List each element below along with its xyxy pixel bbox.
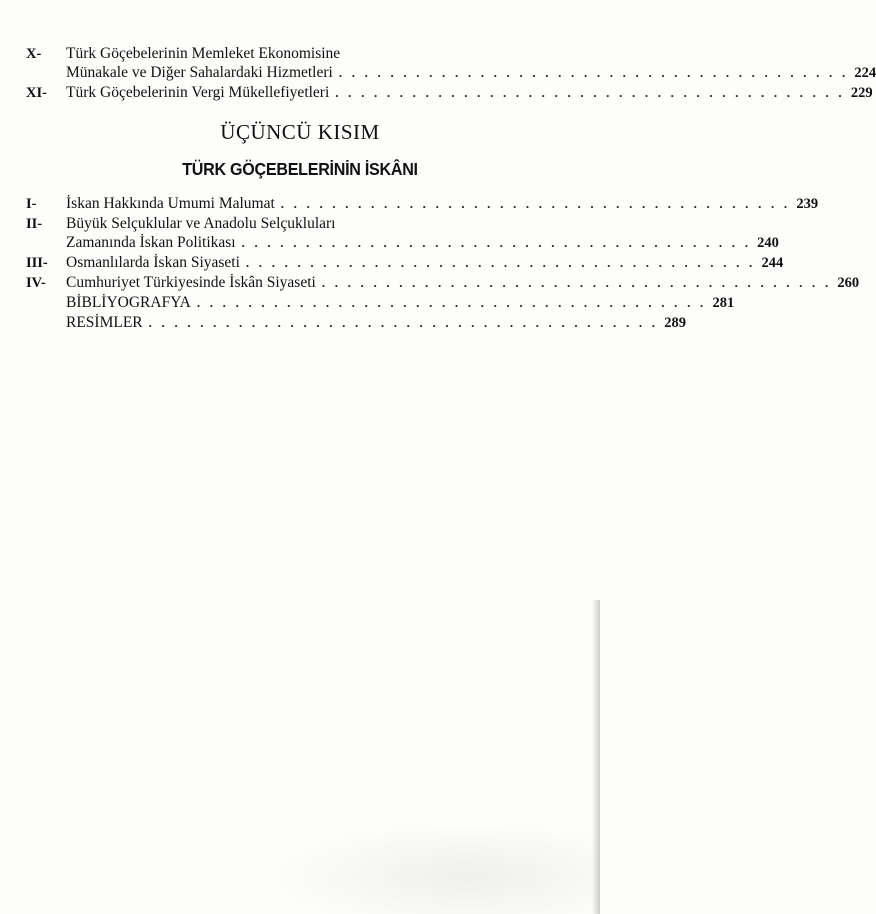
toc-entry-title (66, 273, 860, 293)
toc-entry (26, 253, 784, 273)
toc-entry-page: 224 (854, 65, 876, 81)
toc-entry-page: 240 (757, 235, 779, 251)
dot-leader: . . . . . . . . . . . . . . . . . . . . . . . . . . . . . . . . . . . . . . . . (241, 235, 752, 250)
toc-entry-title (66, 293, 735, 313)
toc-entry-line (66, 293, 735, 313)
toc-entry-line (66, 233, 779, 253)
toc-entry-text: BİBLİYOGRAFYA (66, 294, 191, 311)
toc-entry (26, 273, 860, 293)
toc-entry-text: Türk Göçebelerinin Vergi Mükellefiyetleri (66, 84, 330, 101)
toc-entry-page: 289 (664, 315, 686, 331)
toc-entry-number: XI- (26, 85, 47, 101)
toc-entry (26, 293, 735, 313)
part-title: TÜRK GÖÇEBELERİNİN İSKÂNI (182, 159, 418, 179)
toc-entry-text: Osmanlılarda İskan Siyaseti (66, 254, 240, 271)
toc-entry-number: III- (26, 255, 48, 271)
dot-leader: . . . . . . . . . . . . . . . . . . . . . . . . . . . . . . . . . . . . . . . . (245, 255, 756, 270)
toc-entry-page: 244 (761, 255, 784, 271)
toc-entry-title (66, 313, 686, 333)
toc-entry-text: Cumhuriyet Türkiyesinde İskân Siyaseti (66, 274, 316, 291)
toc-entry-line (66, 214, 534, 233)
dot-leader: . . . . . . . . . . . . . . . . . . . . . . . . . . . . . . . . . . . . . . . . (338, 65, 849, 80)
toc-entry-line (66, 273, 860, 293)
dot-leader: . . . . . . . . . . . . . . . . . . . . . . . . . . . . . . . . . . . . . . . . (335, 85, 845, 100)
toc-entry-line (66, 83, 873, 103)
toc-entry-title (66, 253, 784, 273)
toc-entry-text: Büyük Selçuklular ve Anadolu Selçukluları (66, 215, 336, 232)
toc-list-top (26, 44, 876, 103)
dot-leader: . . . . . . . . . . . . . . . . . . . . . . . . . . . . . . . . . . . . . . . . (280, 196, 791, 211)
dot-leader: . . . . . . . . . . . . . . . . . . . . . . . . . . . . . . . . . . . . . . . . (196, 295, 707, 310)
toc-entry-line (66, 313, 686, 333)
toc-entry-text: İskan Hakkında Umumi Malumat (66, 195, 275, 212)
toc-entry-page: 260 (837, 275, 860, 291)
toc-entry-text: Zamanında İskan Politikası (66, 234, 236, 251)
toc-entry (26, 214, 779, 253)
toc-entry (26, 194, 819, 214)
toc-entry-line (66, 63, 876, 83)
toc-entry-title (66, 194, 819, 214)
toc-entry-text: RESİMLER (66, 314, 143, 331)
toc-entry-number: II- (26, 216, 43, 232)
toc-entry-number: X- (26, 46, 42, 62)
toc-entry-title (66, 214, 779, 253)
scan-artifact (270, 820, 600, 914)
dot-leader: . . . . . . . . . . . . . . . . . . . . . . . . . . . . . . . . . . . . . . . . (321, 275, 832, 290)
toc-entry (26, 83, 873, 103)
toc-entry-line (66, 253, 784, 273)
toc-list-bottom (26, 194, 860, 333)
page-edge-shadow (592, 600, 600, 914)
part-label: ÜÇÜNCÜ KISIM (220, 120, 380, 144)
toc-entry-title (66, 83, 873, 103)
toc-entry (26, 313, 686, 333)
toc-entry-line (66, 194, 819, 214)
toc-entry-title (66, 44, 876, 83)
toc-entry-number: IV- (26, 275, 46, 291)
toc-entry (26, 44, 876, 83)
toc-entry-line (66, 44, 534, 63)
toc-entry-number: I- (26, 196, 37, 212)
dot-leader: . . . . . . . . . . . . . . . . . . . . . . . . . . . . . . . . . . . . . . . . (148, 315, 659, 330)
toc-entry-text: Münakale ve Diğer Sahalardaki Hizmetleri (66, 64, 333, 81)
toc-entry-text: Türk Göçebelerinin Memleket Ekonomisine (66, 45, 341, 62)
toc-entry-page: 229 (850, 85, 873, 101)
toc-entry-page: 281 (712, 295, 735, 311)
toc-entry-page: 239 (796, 196, 819, 212)
